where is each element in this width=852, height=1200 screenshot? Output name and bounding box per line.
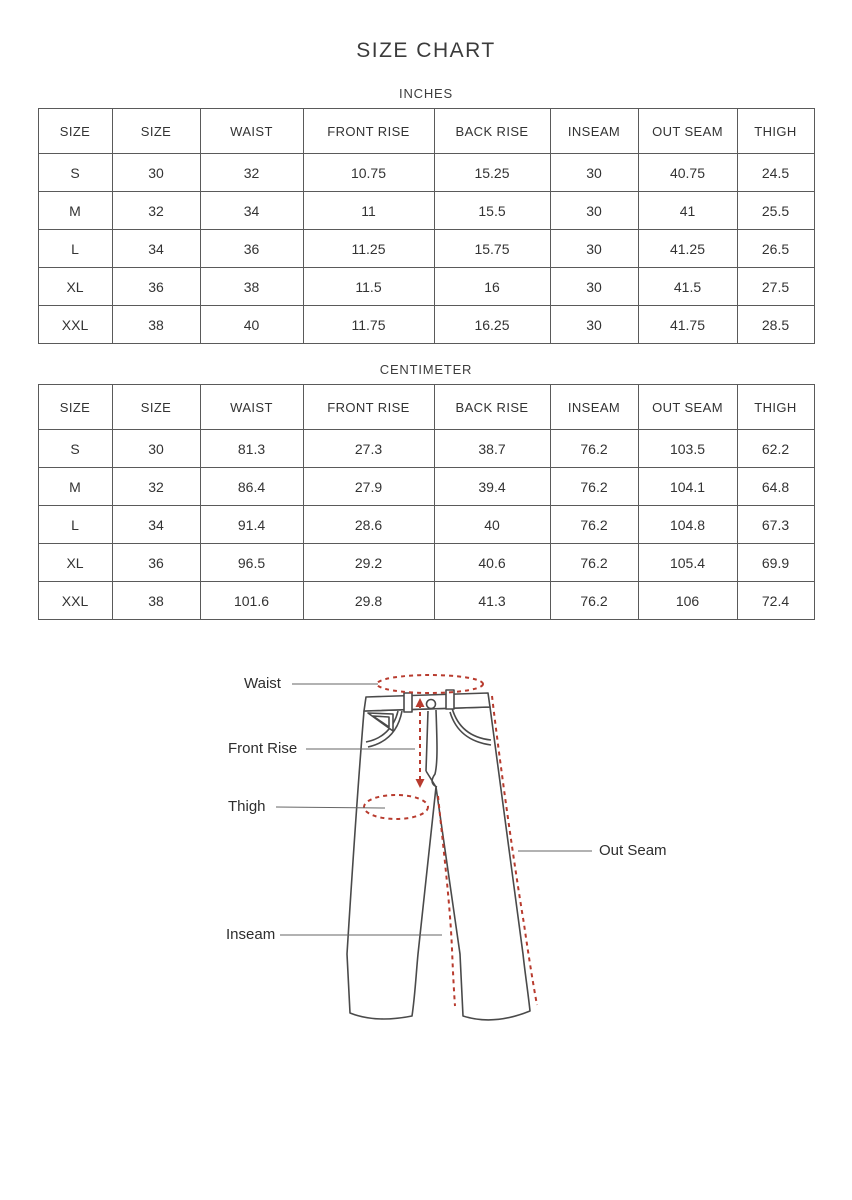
col-header-thigh: THIGH: [737, 109, 814, 154]
cell: 41.5: [638, 268, 737, 306]
cell: 38: [112, 582, 200, 620]
centimeter-table: [38, 384, 815, 620]
cell: 41.25: [638, 230, 737, 268]
cell: 32: [112, 192, 200, 230]
cell: L: [38, 506, 112, 544]
cell: 76.2: [550, 582, 638, 620]
waist-measure-ellipse: [377, 675, 483, 693]
thigh-label: Thigh: [228, 798, 266, 815]
cell: 76.2: [550, 430, 638, 468]
cell: XL: [38, 544, 112, 582]
cell: 30: [112, 154, 200, 192]
col-header-back-rise: BACK RISE: [434, 385, 550, 430]
cell: 103.5: [638, 430, 737, 468]
cell: 11.25: [303, 230, 434, 268]
table-row: [38, 192, 814, 230]
cell: 32: [112, 468, 200, 506]
cell: 30: [550, 154, 638, 192]
cell: 25.5: [737, 192, 814, 230]
cell: 101.6: [200, 582, 303, 620]
cell: 62.2: [737, 430, 814, 468]
cell: 11.75: [303, 306, 434, 344]
col-header-inseam: INSEAM: [550, 109, 638, 154]
cell: 27.3: [303, 430, 434, 468]
cell: 30: [550, 306, 638, 344]
pants-measurement-diagram: [0, 644, 852, 1064]
col-header-thigh: THIGH: [737, 385, 814, 430]
table-row: [38, 468, 814, 506]
cell: 30: [550, 230, 638, 268]
front-rise-label: Front Rise: [228, 740, 298, 757]
cell: 40.75: [638, 154, 737, 192]
cell: 41.3: [434, 582, 550, 620]
cell: 86.4: [200, 468, 303, 506]
cell: 30: [550, 268, 638, 306]
cell: 104.8: [638, 506, 737, 544]
cell: 27.9: [303, 468, 434, 506]
cell: 91.4: [200, 506, 303, 544]
cell: 76.2: [550, 468, 638, 506]
cell: 38.7: [434, 430, 550, 468]
cell: 29.8: [303, 582, 434, 620]
col-header-back-rise: BACK RISE: [434, 109, 550, 154]
cell: 11.5: [303, 268, 434, 306]
cell: 27.5: [737, 268, 814, 306]
cell: 10.75: [303, 154, 434, 192]
cell: 72.4: [737, 582, 814, 620]
cell: 38: [112, 306, 200, 344]
col-header-size2: SIZE: [112, 385, 200, 430]
cell: 36: [112, 268, 200, 306]
cell: 40: [434, 506, 550, 544]
cell: 16.25: [434, 306, 550, 344]
cell: 81.3: [200, 430, 303, 468]
table-header-row: [38, 109, 814, 154]
cell: 39.4: [434, 468, 550, 506]
cell: 28.5: [737, 306, 814, 344]
cell: 36: [200, 230, 303, 268]
col-header-size: SIZE: [38, 109, 112, 154]
cell: S: [38, 154, 112, 192]
cell: 11: [303, 192, 434, 230]
cell: 106: [638, 582, 737, 620]
cell: 69.9: [737, 544, 814, 582]
cell: 105.4: [638, 544, 737, 582]
table-row: [38, 544, 814, 582]
cell: 30: [550, 192, 638, 230]
cell: 41.75: [638, 306, 737, 344]
cell: 104.1: [638, 468, 737, 506]
col-header-inseam: INSEAM: [550, 385, 638, 430]
cell: 26.5: [737, 230, 814, 268]
cell: 15.5: [434, 192, 550, 230]
table-row: [38, 268, 814, 306]
table-row: [38, 306, 814, 344]
cell: M: [38, 468, 112, 506]
cell: XXL: [38, 306, 112, 344]
table-row: [38, 430, 814, 468]
out-seam-label: Out Seam: [599, 842, 667, 859]
cell: 15.75: [434, 230, 550, 268]
col-header-out-seam: OUT SEAM: [638, 109, 737, 154]
cell: M: [38, 192, 112, 230]
col-header-waist: WAIST: [200, 385, 303, 430]
inches-table: [38, 108, 815, 344]
cell: 29.2: [303, 544, 434, 582]
cell: 32: [200, 154, 303, 192]
cell: 34: [200, 192, 303, 230]
cell: 41: [638, 192, 737, 230]
col-header-out-seam: OUT SEAM: [638, 385, 737, 430]
cell: 67.3: [737, 506, 814, 544]
belt-loop-left: [404, 693, 412, 712]
table-header-row: [38, 385, 814, 430]
cell: 34: [112, 230, 200, 268]
cell: 76.2: [550, 544, 638, 582]
table-row: [38, 154, 814, 192]
cell: 24.5: [737, 154, 814, 192]
table-row: [38, 506, 814, 544]
cell: 64.8: [737, 468, 814, 506]
cell: 76.2: [550, 506, 638, 544]
col-header-size: SIZE: [38, 385, 112, 430]
cell: 38: [200, 268, 303, 306]
pants-diagram-svg: [0, 644, 852, 1064]
inseam-label: Inseam: [226, 926, 276, 943]
cell: 40.6: [434, 544, 550, 582]
cell: 96.5: [200, 544, 303, 582]
cell: XXL: [38, 582, 112, 620]
page-title: SIZE CHART: [356, 39, 496, 62]
col-header-waist: WAIST: [200, 109, 303, 154]
centimeter-label: CENTIMETER: [379, 362, 473, 377]
col-header-front-rise: FRONT RISE: [303, 109, 434, 154]
col-header-size2: SIZE: [112, 109, 200, 154]
cell: 40: [200, 306, 303, 344]
cell: 16: [434, 268, 550, 306]
cell: S: [38, 430, 112, 468]
inches-label: INCHES: [399, 86, 453, 101]
cell: L: [38, 230, 112, 268]
cell: 34: [112, 506, 200, 544]
cell: XL: [38, 268, 112, 306]
waist-button: [427, 700, 436, 709]
cell: 30: [112, 430, 200, 468]
table-row: [38, 230, 814, 268]
cell: 15.25: [434, 154, 550, 192]
table-row: [38, 582, 814, 620]
cell: 36: [112, 544, 200, 582]
cell: 28.6: [303, 506, 434, 544]
pants-body: [347, 707, 530, 1020]
pants-outline: [347, 690, 530, 1020]
waist-label: Waist: [244, 675, 281, 692]
col-header-front-rise: FRONT RISE: [303, 385, 434, 430]
